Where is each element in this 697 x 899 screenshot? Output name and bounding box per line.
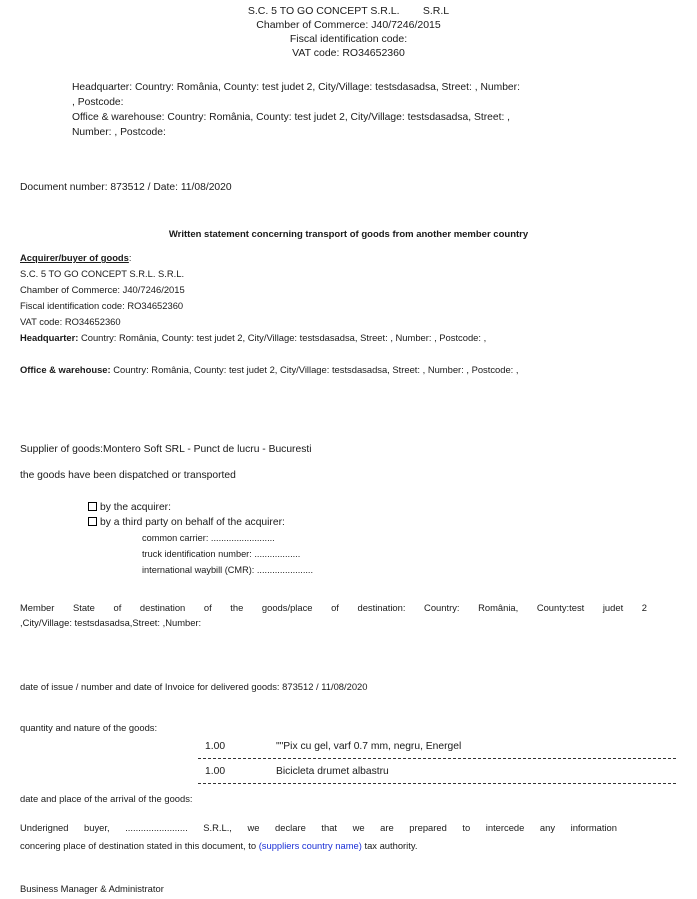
- acquirer-block: [20, 250, 486, 346]
- acquirer-hq: Headquarter: Country: România, County: test judet 2, City/Village: testsdasadsa, Street: , Number: , Postcode: ,: [20, 332, 487, 343]
- dispatch-intro: the goods have been dispatched or transported: [20, 470, 236, 481]
- goods-desc-2: Bicicleta drumet albastru: [276, 766, 389, 777]
- goods-qty-2: 1.00: [205, 766, 226, 777]
- option-third-party[interactable]: by a third party on behalf of the acquirer:: [88, 515, 285, 530]
- signature-title: Business Manager & Administrator: [20, 883, 164, 894]
- header-office-line1: Office & warehouse: Country: România, County: test judet 2, City/Village: testsdasadsa, Street: ,: [72, 112, 511, 123]
- acquirer-heading-text: Acquirer/buyer of goods: [20, 252, 129, 263]
- third-party-details: [142, 530, 313, 578]
- destination-line2: ,City/Village: testsdasadsa,Street: ,Number:: [20, 617, 202, 628]
- header-hq-line1: Headquarter: Country: România, County: test judet 2, City/Village: testsdasadsa, Street: , Number:: [72, 82, 520, 93]
- acquirer-fiscal: Fiscal identification code: RO34652360: [20, 300, 184, 311]
- goods-label: quantity and nature of the goods:: [20, 722, 158, 733]
- option-acquirer[interactable]: by the acquirer:: [88, 500, 285, 515]
- dispatch-options: [88, 500, 285, 530]
- acquirer-chamber: Chamber of Commerce: J40/7246/2015: [20, 284, 185, 295]
- goods-desc-1: ""Pix cu gel, varf 0.7 mm, negru, Energel: [276, 741, 462, 752]
- declaration-line2: concering place of destination stated in this document, to (suppliers country name) tax authority.: [20, 840, 418, 851]
- goods-qty-1: 1.00: [205, 741, 226, 752]
- header-office-line2: Number: , Postcode:: [72, 127, 166, 138]
- header-hq-line2: , Postcode:: [72, 97, 124, 108]
- header-addresses: [72, 80, 552, 140]
- common-carrier: common carrier: .........................: [142, 533, 275, 543]
- destination-line1: Member State of destination of the goods/place of destination: Country: România, County:test judet 2: [20, 602, 647, 613]
- declaration-line1: Underigned buyer, ........................ S.R.L., we declare that we are prepared to intercede any information: [20, 822, 617, 833]
- acquirer-office: Office & warehouse: Country: România, County: test judet 2, City/Village: testsdasadsa, Street: , Number: , Postcode: ,: [20, 364, 519, 375]
- goods-row-divider: [198, 758, 676, 759]
- acquirer-heading: Acquirer/buyer of goods:: [20, 252, 132, 263]
- company-chamber: Chamber of Commerce: J40/7246/2015: [256, 19, 441, 31]
- cmr-waybill: international waybill (CMR): ......................: [142, 565, 314, 575]
- checkbox-icon[interactable]: [88, 502, 97, 511]
- company-vat: VAT code: RO34652360: [292, 47, 405, 59]
- invoice-line: date of issue / number and date of Invoice for delivered goods: 873512 / 11/08/2020: [20, 681, 368, 692]
- acquirer-vat: VAT code: RO34652360: [20, 316, 121, 327]
- document-number-date: Document number: 873512 / Date: 11/08/2020: [20, 182, 232, 193]
- acquirer-name: S.C. 5 TO GO CONCEPT S.R.L. S.R.L.: [20, 268, 185, 279]
- supplier-line: Supplier of goods:Montero Soft SRL - Punct de lucru - Bucuresti: [20, 444, 312, 455]
- goods-row-divider: [198, 783, 676, 784]
- truck-id: truck identification number: ..................: [142, 549, 301, 559]
- document-title: Written statement concerning transport of goods from another member country: [168, 229, 529, 240]
- company-header: [0, 4, 697, 60]
- checkbox-icon[interactable]: [88, 517, 97, 526]
- company-fiscal: Fiscal identification code:: [289, 33, 408, 45]
- suppliers-country-link[interactable]: (suppliers country name): [258, 840, 362, 851]
- arrival-line: date and place of the arrival of the goods:: [20, 793, 193, 804]
- company-name: S.C. 5 TO GO CONCEPT S.R.L. S.R.L: [247, 5, 450, 17]
